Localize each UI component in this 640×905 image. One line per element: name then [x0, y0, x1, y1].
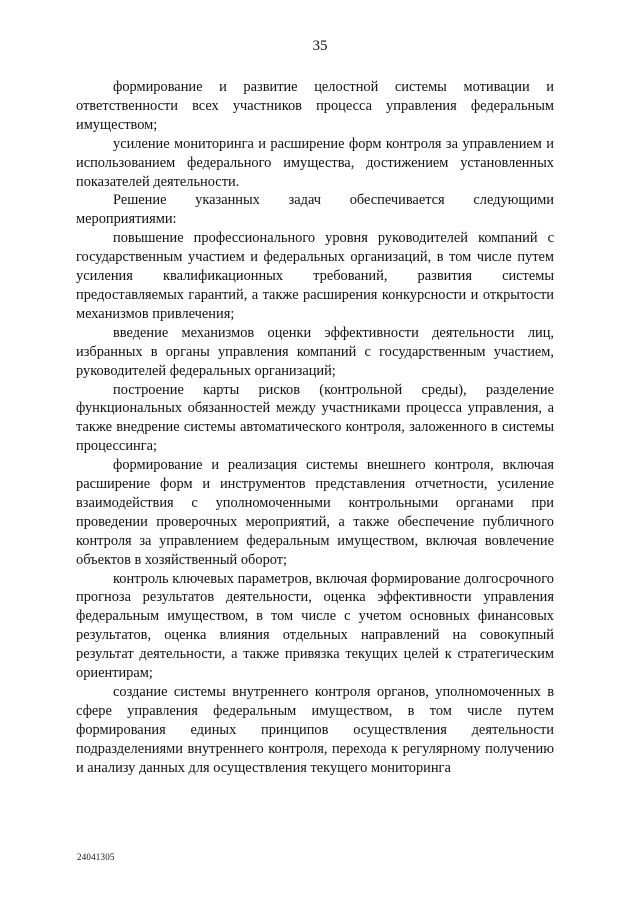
paragraph-4: повышение профессионального уровня руководителей компаний с государственным участием и федеральных организаций, в том числе путем усиления квалификационных требований, развития системы предоставляемых гарантий, а также расширения конкурсности и открытости механизмов привлечения; — [76, 230, 554, 322]
paragraph-1: формирование и развитие целостной системы мотивации и ответственности всех участников процесса управления федеральным имуществом; — [76, 79, 554, 133]
paragraph-9: создание системы внутреннего контроля органов, уполномоченных в сфере управления федеральным имуществом, в том числе путем формирования единых принципов осуществления деятельности подразделениями внутреннего контроля, перехода к регулярному получению и анализу данных для осуществления текущего мониторинга — [76, 684, 554, 776]
paragraph-7: формирование и реализация системы внешнего контроля, включая расширение форм и инструментов представления отчетности, усиление взаимодействия с уполномоченными контрольными органами при проведении проверочных мероприятий, а также обеспечение публичного контроля за управлением федеральным имуществом, включая вовлечение объектов в хозяйственный оборот; — [76, 457, 554, 568]
paragraph-8: контроль ключевых параметров, включая формирование долгосрочного прогноза результатов деятельности, оценка эффективности управления федеральным имуществом, в том числе с учетом основных финансовых результатов, оценка влияния отдельных направлений на совокупный результат деятельности, а также привязка текущих целей к стратегическим ориентирам; — [76, 570, 554, 682]
document-code: 24041305 — [77, 852, 115, 862]
paragraph-3: Решение указанных задач обеспечивается следующими мероприятиями: — [76, 192, 554, 228]
paragraph-6: построение карты рисков (контрольной среды), разделение функциональных обязанностей между участниками процесса управления, а также внедрение системы автоматического контроля, заложенного в системы процессинга; — [76, 381, 554, 455]
page-number: 35 — [312, 38, 328, 54]
paragraph-5: введение механизмов оценки эффективности деятельности лиц, избранных в органы управления компаний с государственным участием, руководителей федеральных организаций; — [76, 324, 554, 379]
paragraph-2: усиление мониторинга и расширение форм контроля за управлением и использованием федерального имущества, достижением установленных показателей деятельности. — [76, 135, 554, 190]
document-body — [76, 78, 554, 778]
